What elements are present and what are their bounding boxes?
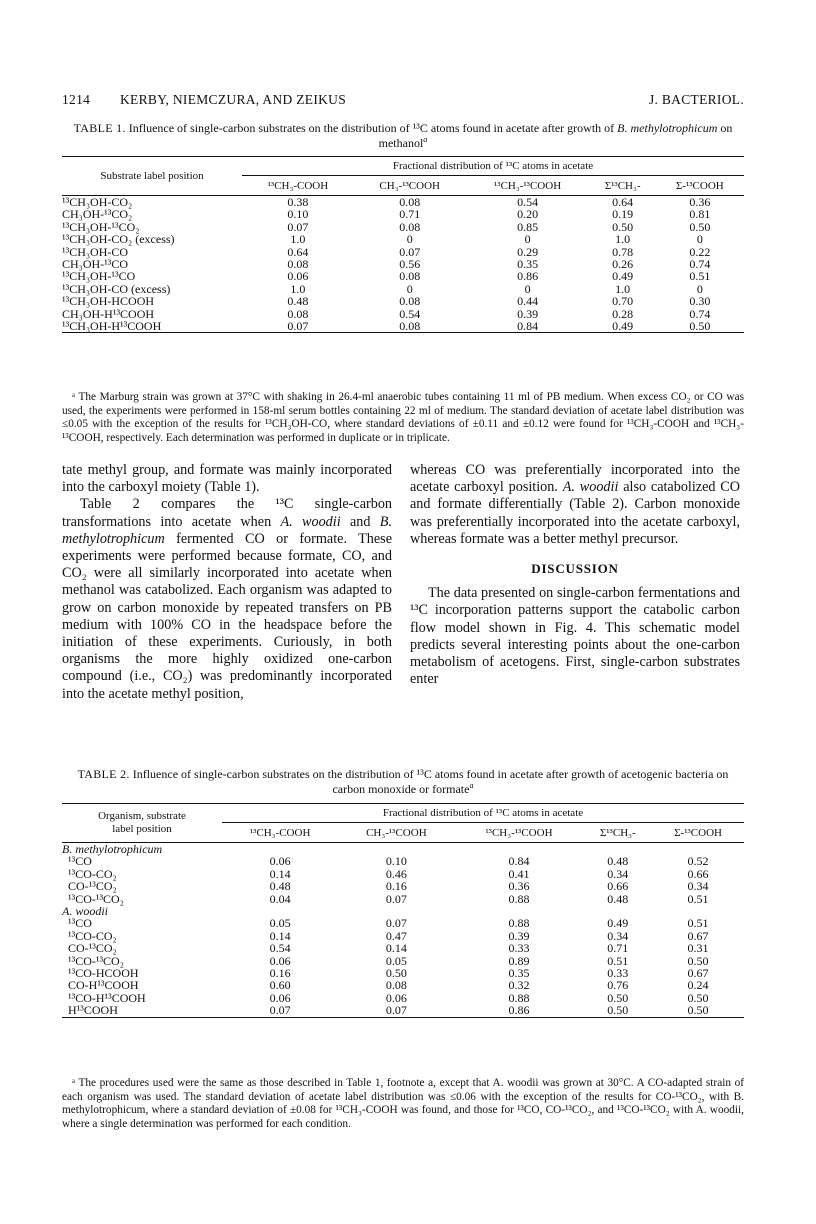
table-cell: 0.08 [399,294,421,309]
table-cell: 0.66 [687,866,709,881]
table-cell: 0.60 [269,978,291,993]
table-cell: 0.08 [399,269,421,284]
table-cell: 0.35 [517,257,539,272]
table-cell: 0.54 [517,195,539,209]
body-right-column [410,462,740,688]
table1-footnote: ᵃ The Marburg strain was grown at 37°C with shaking in 26.4-ml anaerobic tubes containing 11 ml of PB medium. When excess CO₂ or CO was used, the experiments were performed in 158-ml serum bottles containing 22 ml of medium. The standard deviation of acetate label distribution was ≤0.05 with the exception of the results for ¹³CH₃OH-CO, where standard deviations of ±0.11 and ±0.12 were found for ¹³CH₃-COOH and ¹³CH₃-¹³COOH, respectively. Each determination was performed in duplicate or in triplicate. [62,391,744,444]
right-p2-a: The data presented on single-carbon fermentations and [428,585,740,602]
table-cell: 0.50 [612,219,634,234]
table-cell: 0.64 [612,195,634,209]
table-cell: 0.48 [269,879,291,894]
table-cell: 0.28 [612,306,634,321]
table-cell: 0.33 [508,941,530,956]
table1-col-header: Σ¹³CH₃- [590,176,656,196]
substrate-label: ¹³CO [68,854,92,869]
table-row [62,893,744,905]
table-cell: 0 [524,232,531,247]
table-cell: 0.48 [607,854,629,869]
table-cell: 0.05 [385,953,407,968]
substrate-label: CO-¹³CO₂ [68,879,117,894]
table-cell: 0.56 [399,257,421,272]
right-paragraph-2 [410,585,740,688]
table-row [62,233,744,245]
substrate-label: H¹³COOH [68,1003,118,1018]
table1-label: TABLE 1. [73,121,126,135]
running-authors: KERBY, NIEMCZURA, AND ZEIKUS [120,92,347,107]
table-cell: 0.54 [399,306,421,321]
table-cell: 0.33 [607,966,629,981]
table-cell: 0.08 [385,978,407,993]
substrate-label: ¹³CH₃OH-H¹³COOH [62,319,162,334]
table-cell: 0.49 [612,319,634,334]
table-cell: 0.74 [689,257,711,272]
table-cell: 0.78 [612,244,634,259]
table-cell: 0.07 [269,1003,291,1018]
table-cell: 0 [406,281,413,296]
table-cell: 0.14 [385,941,407,956]
table-cell: 0.49 [612,269,634,284]
table-row [62,917,744,929]
table-cell: 0.31 [687,941,709,956]
table1-caption-organism: B. methylotrophicum [617,121,718,135]
table-row [62,1004,744,1017]
table1-caption-isotope: ¹³C [412,121,428,135]
table-cell: 0.54 [269,941,291,956]
table-cell: 0.07 [287,319,309,334]
table-cell: 1.0 [615,281,631,296]
table-cell: 0.48 [607,891,629,906]
table-cell: 0.07 [287,219,309,234]
table-cell: 0.88 [508,990,530,1005]
table2-col-header: CH₃-¹³COOH [338,823,454,843]
left-p2-a: Table 2 compares the [80,496,276,513]
substrate-label: ¹³CO-CO₂ [68,866,117,881]
table-row [62,320,744,333]
table-row [62,855,744,867]
table-cell: 0.84 [508,854,530,869]
table-cell: 0.22 [689,244,711,259]
table2-row-header-line2: label position [112,823,172,835]
left-paragraph-1: tate methyl group, and formate was mainly incorporated into the carboxyl moiety (Table 1). [62,462,392,496]
table-cell: 0.81 [689,207,711,222]
table2-row-header-line1: Organism, substrate [98,810,186,822]
substrate-label: ¹³CH₃OH-CO (excess) [62,281,171,296]
table-cell: 0.39 [508,928,530,943]
table-cell: 0.52 [687,854,709,869]
table-cell: 0.51 [687,916,709,931]
table2-row-header [62,804,222,843]
substrate-label: ¹³CH₃OH-¹³CO₂ [62,219,140,234]
table-cell: 0.50 [385,966,407,981]
table-row [62,270,744,282]
table-cell: 0.51 [687,891,709,906]
table-row [62,295,744,307]
table-cell: 0.67 [687,966,709,981]
table-row [62,880,744,892]
table1-footmark: a [423,135,428,144]
journal-name: J. BACTERIOL. [648,92,744,107]
left-p2-c: fermented CO or formate. These experiments were performed because formate, CO, and CO₂ were all similarly incorporated into acetate when methanol was catabolized. Each organism was adapted to grow on carbon monoxide by repeated transfers on PB medium with 100% CO in the headspace before the initiation of these experiments. Curiously, in both organisms the more highly oxidized one-carbon compound (i.e., CO₂) was predominantly incorporated into the acetate methyl position, [62,530,392,702]
table-row [62,208,744,220]
body-left-column [62,462,392,703]
table-cell: 0.07 [385,916,407,931]
table-cell: 0.34 [687,879,709,894]
table2 [62,803,744,1018]
table2-col-header: Σ¹³CH₃- [583,823,652,843]
table-cell: 0.19 [612,207,634,222]
table-cell: 0.10 [287,207,309,222]
table-cell: 0.05 [269,916,291,931]
table2-col-header: Σ-¹³COOH [652,823,744,843]
discussion-heading: DISCUSSION [531,561,619,577]
table-cell: 0.50 [687,990,709,1005]
table-cell: 0.50 [687,953,709,968]
table2-caption [62,767,744,797]
table-cell: 0.06 [385,990,407,1005]
table-cell: 0.24 [687,978,709,993]
table-cell: 0.06 [269,953,291,968]
table2-caption-a: Influence of single-carbon substrates on the distribution of [132,767,417,781]
table1-caption-c: on methanol [378,121,733,150]
substrate-label: ¹³CH₃OH-CO [62,244,129,259]
right-p2-b: incorporation patterns support the catabolic carbon flow model shown in Fig. 4. This schematic model predicts several interesting points about the one-carbon metabolism of acetogens. First, single-carbon substrates enter [410,602,740,688]
table-cell: 0.29 [517,244,539,259]
table1-group-header: Fractional distribution of ¹³C atoms in acetate [242,157,744,176]
table1 [62,156,744,333]
substrate-label: ¹³CO [68,916,92,931]
table1-row-header: Substrate label position [62,157,242,196]
table-cell: 0 [696,281,703,296]
right-paragraph-1 [410,462,740,548]
table-cell: 1.0 [615,232,631,247]
table-cell: 0.88 [508,916,530,931]
substrate-label: ¹³CH₃OH-CO₂ [62,195,133,209]
table-cell: 0.84 [517,319,539,334]
table-cell: 0.64 [287,244,309,259]
left-p2-b: single-carbon transformations into acetate when [62,496,393,530]
table-cell: 0.50 [689,219,711,234]
substrate-label: ¹³CO-¹³CO₂ [68,891,124,906]
table2-group-header: Fractional distribution of ¹³C atoms in acetate [222,804,744,823]
table-cell: 0.48 [287,294,309,309]
table-cell: 0.08 [399,195,421,209]
table-cell: 0 [406,232,413,247]
table-cell: 0.06 [269,990,291,1005]
table-cell: 0.08 [399,219,421,234]
table-cell: 1.0 [290,232,306,247]
left-p2-woodii: A. woodii [280,513,341,530]
table-cell: 0.08 [399,319,421,334]
substrate-label: ¹³CH₃OH-HCOOH [62,294,155,309]
table-cell: 0 [696,232,703,247]
table-cell: 0.39 [517,306,539,321]
table2-footmark: a [469,781,474,790]
table-cell: 0.50 [687,1003,709,1018]
table-cell: 0.07 [385,891,407,906]
substrate-label: ¹³CH₃OH-CO₂ (excess) [62,232,175,247]
table-cell: 0.76 [607,978,629,993]
table-cell: 0.07 [399,244,421,259]
table-cell: 0.70 [612,294,634,309]
table1-col-header: ¹³CH₃-¹³COOH [466,176,590,196]
table-cell: 0.08 [287,257,309,272]
substrate-label: ¹³CO-¹³CO₂ [68,953,124,968]
table-cell: 0.16 [269,966,291,981]
organism-name: A. woodii [62,904,109,919]
table-cell: 0.50 [607,1003,629,1018]
left-p2-isotope: ¹³C [275,496,294,513]
page-number: 1214 [62,92,91,107]
table-cell: 0.34 [607,928,629,943]
table-cell: 0.67 [687,928,709,943]
substrate-label: CH₃OH-¹³CO [62,257,129,272]
table2-col-header: ¹³CH₃-COOH [222,823,338,843]
table-cell: 0.88 [508,891,530,906]
substrate-label: ¹³CH₃OH-¹³CO [62,269,136,284]
substrate-label: ¹³CO-CO₂ [68,928,117,943]
table2-caption-isotope: ¹³C [416,767,432,781]
right-p2-isotope: ¹³C [410,602,428,619]
table-cell: 0.35 [508,966,530,981]
table-cell: 0.14 [269,928,291,943]
table-cell: 0.36 [508,879,530,894]
table1-caption-a: Influence of single-carbon substrates on the distribution of [128,121,413,135]
table-cell: 0.20 [517,207,539,222]
substrate-label: ¹³CO-H¹³COOH [68,990,146,1005]
left-p2-methylo: B. methylotrophicum [62,513,392,547]
table-cell: 0.51 [689,269,711,284]
right-p1-woodii: A. woodii [562,479,619,496]
table-cell: 0.49 [607,916,629,931]
left-paragraph-2 [62,496,392,702]
table-cell: 1.0 [290,281,306,296]
table1-col-header: Σ-¹³COOH [656,176,744,196]
table-row [62,942,744,954]
right-p1-a: whereas CO was preferentially incorporated into the acetate carboxyl position. [410,462,740,496]
organism-name: B. methylotrophicum [62,842,163,856]
table2-caption-b: atoms found in acetate after growth of acetogenic bacteria on carbon monoxide or formate [332,767,729,796]
substrate-label: CO-¹³CO₂ [68,941,117,956]
table1-caption [62,121,744,151]
table-cell: 0.44 [517,294,539,309]
table1-caption-b: atoms found in acetate after growth of [427,121,618,135]
table-cell: 0.16 [385,879,407,894]
table-cell: 0.04 [269,891,291,906]
table2-col-header: ¹³CH₃-¹³COOH [455,823,584,843]
table-cell: 0.30 [689,294,711,309]
right-p1-b: also catabolized CO and formate differentially (Table 2). Carbon monoxide was preferentially incorporated into the acetate carboxyl, whereas formate was a better methyl precursor. [410,479,741,547]
table-cell: 0.71 [607,941,629,956]
table-cell: 0.47 [385,928,407,943]
left-p2-and: and [340,513,380,530]
table-cell: 0.85 [517,219,539,234]
table-cell: 0.86 [508,1003,530,1018]
table-cell: 0.06 [287,269,309,284]
table-cell: 0.08 [287,306,309,321]
table-cell: 0.34 [607,866,629,881]
table-cell: 0 [524,281,531,296]
table-cell: 0.38 [287,195,309,209]
table-cell: 0.86 [517,269,539,284]
table-cell: 0.41 [508,866,530,881]
table-cell: 0.50 [689,319,711,334]
substrate-label: ¹³CO-HCOOH [68,966,139,981]
table-cell: 0.07 [385,1003,407,1018]
table-cell: 0.66 [607,879,629,894]
substrate-label: CO-H¹³COOH [68,978,139,993]
table-cell: 0.06 [269,854,291,869]
table-cell: 0.36 [689,195,711,209]
table-cell: 0.51 [607,953,629,968]
table1-col-header: ¹³CH₃-COOH [242,176,354,196]
table-cell: 0.10 [385,854,407,869]
table-cell: 0.46 [385,866,407,881]
table-cell: 0.32 [508,978,530,993]
table2-footnote: ᵃ The procedures used were the same as those described in Table 1, footnote a, except that A. woodii was grown at 30°C. A CO-adapted strain of each organism was used. The standard deviation of acetate label distribution was ≤0.06 with the exception of the results for CO-¹³CO₂, with B. methylotrophicum, where a standard deviation of ±0.08 for ¹³CH₃-COOH was found, and those for ¹³CO, CO-¹³CO₂, and ¹³CO-¹³CO₂ with A. woodii, where a single determination was performed for each condition. [62,1077,744,1130]
table-cell: 0.89 [508,953,530,968]
substrate-label: CH₃OH-H¹³COOH [62,306,155,321]
table2-label: TABLE 2. [77,767,130,781]
table-cell: 0.71 [399,207,421,222]
table-cell: 0.74 [689,306,711,321]
table-cell: 0.26 [612,257,634,272]
table-row [62,979,744,991]
table1-col-header: CH₃-¹³COOH [354,176,466,196]
table-cell: 0.14 [269,866,291,881]
table-cell: 0.50 [607,990,629,1005]
substrate-label: CH₃OH-¹³CO₂ [62,207,133,222]
